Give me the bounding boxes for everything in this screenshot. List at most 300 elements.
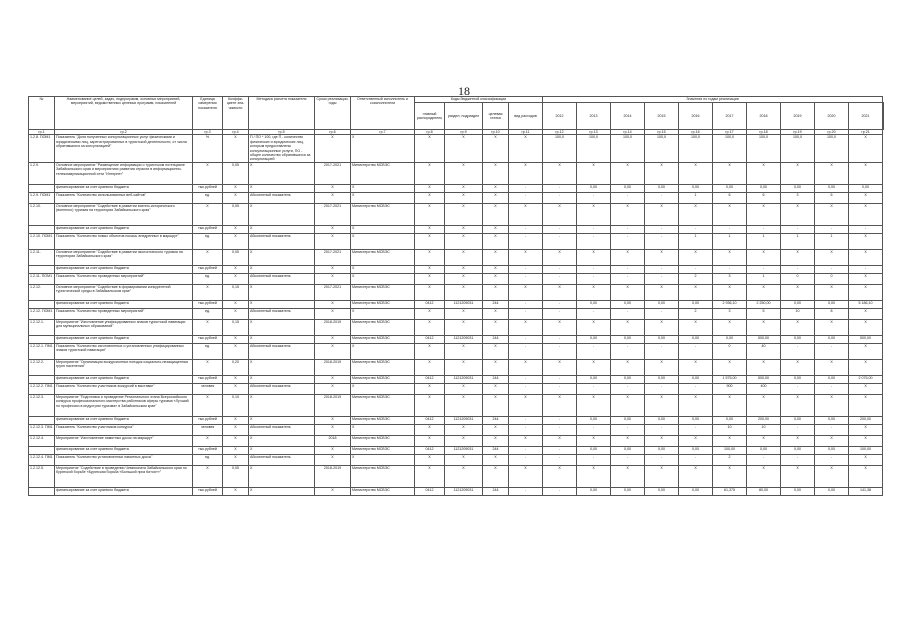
table-row xyxy=(29,383,884,394)
table-cell: Х xyxy=(611,465,645,487)
table-cell: Х xyxy=(415,249,445,265)
table-cell: Х xyxy=(815,465,849,487)
table-cell: Х xyxy=(577,435,611,446)
table-row xyxy=(29,265,884,273)
table-cell: 2017-2021 xyxy=(315,249,351,265)
table-cell: 1121209031 xyxy=(445,416,483,424)
table-cell: 0,00 xyxy=(781,335,815,343)
table-cell: ед. xyxy=(193,308,223,319)
table-cell: ед. xyxy=(193,192,223,203)
table-cell: Мероприятие "Подготовка и проведение Регионального этапа Всероссийского конкурса профессионального мастерства работников сферы туризма «Лучший по профессии в индустрии туризма» в Забайкальском крае" xyxy=(55,394,193,416)
table-cell: Х xyxy=(445,343,483,359)
table-cell: Х xyxy=(509,284,543,300)
table-row xyxy=(29,487,884,495)
table-cell: Х xyxy=(223,454,249,465)
table-cell: Х xyxy=(509,435,543,446)
table-cell: - xyxy=(509,308,543,319)
table-cell: 0 xyxy=(815,273,849,284)
table-cell: Х xyxy=(849,162,883,184)
header-kbk-col: целевая статья xyxy=(483,103,509,130)
table-cell: - xyxy=(679,383,713,394)
table-cell: Показатель "Количество изготовленных и установленных унифицированных знаков туристской навигации" xyxy=(55,343,193,359)
table-cell: - xyxy=(509,225,543,233)
table-cell: 0,00 xyxy=(781,416,815,424)
table-cell: 500,00 xyxy=(849,335,883,343)
table-cell: тыс.рублей xyxy=(193,487,223,495)
table-cell: Х xyxy=(543,394,577,416)
table-cell: Х xyxy=(543,435,577,446)
table-cell: тыс.рублей xyxy=(193,184,223,192)
table-cell: 0,05 xyxy=(223,465,249,487)
table-cell: Абсолютный показатель xyxy=(249,233,315,249)
table-cell: 2017-2021 xyxy=(315,162,351,184)
table-row xyxy=(29,162,884,184)
table-cell: Х xyxy=(445,184,483,192)
table-cell: 900 xyxy=(713,383,747,394)
table-cell: Х xyxy=(415,424,445,435)
table-cell: 2018-2019 xyxy=(315,359,351,375)
column-number: гр.6 xyxy=(315,130,351,135)
table-cell: Х xyxy=(223,192,249,203)
table-cell: Х xyxy=(415,284,445,300)
table-cell: Х xyxy=(713,162,747,184)
table-cell: Х xyxy=(415,225,445,233)
table-cell: Х xyxy=(849,394,883,416)
table-cell: - xyxy=(679,454,713,465)
table-cell: Министерство МСВЭС xyxy=(351,203,415,225)
table-cell: Х xyxy=(611,394,645,416)
table-row xyxy=(29,135,884,162)
table-cell: финансирование за счет краевого бюджета xyxy=(55,300,193,308)
table-cell: - xyxy=(611,225,645,233)
table-cell: - xyxy=(713,225,747,233)
column-number: гр.16 xyxy=(679,130,713,135)
table-cell: Х xyxy=(351,424,415,435)
header-kbk-group: Коды бюджетной классификации xyxy=(415,97,543,103)
table-cell: 80,00 xyxy=(747,487,781,495)
column-number: гр.2 xyxy=(55,130,193,135)
table-cell: Показатель "Количество проведенных мероприятий" xyxy=(55,308,193,319)
table-cell: Показатель "Количество проведенных мероприятий" xyxy=(55,273,193,284)
table-cell: Х xyxy=(747,435,781,446)
table-cell: Х xyxy=(315,416,351,424)
table-cell: Основное мероприятие "Размещение информации о туристском потенциале Забайкальского края и мероприятиях развития отрасли в информационно-телекоммуникационной сети "Интернет" xyxy=(55,162,193,184)
table-cell: Х xyxy=(543,162,577,184)
table-cell: Х xyxy=(781,162,815,184)
table-cell: 2 936,10 xyxy=(713,300,747,308)
table-cell: 244 xyxy=(483,446,509,454)
table-cell: Х xyxy=(849,284,883,300)
table-row xyxy=(29,424,884,435)
table-cell: Х xyxy=(351,383,415,394)
table-cell: Х xyxy=(223,487,249,495)
table-cell: Х xyxy=(249,265,315,273)
table-cell: - xyxy=(543,454,577,465)
table-cell: Х xyxy=(815,284,849,300)
table-cell: Х xyxy=(315,375,351,383)
column-number: гр.8 xyxy=(415,130,445,135)
table-cell: - xyxy=(645,192,679,203)
table-cell: 1.2.11. xyxy=(29,249,55,265)
table-cell: Х xyxy=(445,435,483,446)
table-cell: 0,00 xyxy=(815,300,849,308)
table-cell: Х xyxy=(577,284,611,300)
table-cell: Основное мероприятие "Содействие в развитии экологического туризма на территории Забайкальского края" xyxy=(55,249,193,265)
table-cell: - xyxy=(543,446,577,454)
table-cell: Х xyxy=(483,249,509,265)
table-cell: - xyxy=(781,265,815,273)
table-cell: 2017-2021 xyxy=(315,284,351,300)
table-cell: Х xyxy=(249,375,315,383)
table-cell: Х xyxy=(645,284,679,300)
header-kbk-col: главный распорядитель xyxy=(415,103,445,130)
table-cell: Х xyxy=(223,308,249,319)
table-cell: Х xyxy=(223,375,249,383)
table-cell: - xyxy=(611,273,645,284)
table-cell: Х xyxy=(577,394,611,416)
table-cell: ед. xyxy=(193,343,223,359)
table-cell: 0,00 xyxy=(679,184,713,192)
table-cell: тыс.рублей xyxy=(193,446,223,454)
table-cell: Х xyxy=(645,249,679,265)
table-cell: 1 xyxy=(781,233,815,249)
table-cell: 0,00 xyxy=(849,184,883,192)
table-row xyxy=(29,273,884,284)
table-cell: 0,00 xyxy=(781,300,815,308)
table-cell: 0412 xyxy=(415,487,445,495)
table-row xyxy=(29,319,884,335)
table-cell: - xyxy=(611,192,645,203)
table-row xyxy=(29,308,884,319)
table-cell: Х xyxy=(747,319,781,335)
table-cell: - xyxy=(509,424,543,435)
table-cell: Х xyxy=(483,343,509,359)
table-cell: - xyxy=(645,383,679,394)
table-cell: Х xyxy=(193,394,223,416)
table-cell: - xyxy=(509,265,543,273)
table-cell: 0,00 xyxy=(781,375,815,383)
table-cell: Абсолютный показатель xyxy=(249,383,315,394)
table-cell: финансирование за счет краевого бюджета xyxy=(55,446,193,454)
table-cell: Х xyxy=(713,284,747,300)
table-cell: 244 xyxy=(483,416,509,424)
table-cell: - xyxy=(577,308,611,319)
table-cell: Х xyxy=(815,249,849,265)
table-cell: 0,00 xyxy=(611,335,645,343)
column-number: гр.7 xyxy=(351,130,415,135)
table-cell: 244 xyxy=(483,300,509,308)
table-cell: - xyxy=(509,233,543,249)
table-cell: Х xyxy=(315,273,351,284)
table-cell: 3 xyxy=(713,308,747,319)
table-cell: 0,00 xyxy=(645,487,679,495)
table-row xyxy=(29,249,884,265)
table-cell: Х xyxy=(445,424,483,435)
table-cell: тыс.рублей xyxy=(193,416,223,424)
table-cell: 0,00 xyxy=(679,487,713,495)
table-cell: Х xyxy=(315,192,351,203)
table-cell: П / ПО * 100, где П - количество физических и юридических лиц, которым предоставлены консультационные услуги, ПО - общее количество обратившихся за консультацией xyxy=(249,135,315,162)
table-cell: - xyxy=(645,273,679,284)
table-cell: Министерство МСВЭС xyxy=(351,319,415,335)
header-year-col: 2013 xyxy=(577,103,611,130)
table-cell: - xyxy=(577,192,611,203)
table-cell: Х xyxy=(849,343,883,359)
header-year-col: 2017 xyxy=(713,103,747,130)
table-cell: Х xyxy=(645,465,679,487)
table-cell: Основное мероприятие "Содействие в формировании конкурентной туристической среды в Забайкальском крае" xyxy=(55,284,193,300)
table-cell: Х xyxy=(193,203,223,225)
table-cell: Х xyxy=(223,446,249,454)
column-number: гр.19 xyxy=(781,130,815,135)
table-cell: Показатель "Количество новых объектов показа, внедренных в маршрут" xyxy=(55,233,193,249)
table-cell: 2 250,00 xyxy=(747,300,781,308)
table-cell: 100,00 xyxy=(713,446,747,454)
header-year-col: 2018 xyxy=(747,103,781,130)
table-row xyxy=(29,203,884,225)
table-cell xyxy=(29,225,55,233)
table-cell: 100,0 xyxy=(815,135,849,162)
table-cell: - xyxy=(509,446,543,454)
table-cell: Х xyxy=(193,162,223,184)
table-cell: Х xyxy=(483,435,509,446)
table-row xyxy=(29,375,884,383)
table-cell: 0,00 xyxy=(815,446,849,454)
column-number: гр.13 xyxy=(577,130,611,135)
table-cell: Министерство МСВЭС xyxy=(351,446,415,454)
table-cell: - xyxy=(509,192,543,203)
column-number: гр.5 xyxy=(249,130,315,135)
table-cell: 1 xyxy=(679,233,713,249)
table-cell: 2 xyxy=(713,454,747,465)
table-cell: тыс.рублей xyxy=(193,265,223,273)
table-cell: Х xyxy=(849,424,883,435)
table-cell: 3 xyxy=(713,273,747,284)
table-cell: Х xyxy=(249,446,315,454)
table-cell: - xyxy=(509,454,543,465)
table-cell: 1.2.12.2. xyxy=(29,359,55,375)
table-cell: - xyxy=(543,184,577,192)
table-cell: Х xyxy=(445,265,483,273)
table-cell: Х xyxy=(223,383,249,394)
table-cell: Х xyxy=(351,135,415,162)
table-cell: 1 575,00 xyxy=(713,375,747,383)
table-cell: - xyxy=(679,265,713,273)
table-cell xyxy=(29,265,55,273)
table-cell: Х xyxy=(315,343,351,359)
table-cell: 1.2.10. ПОМ1 xyxy=(29,233,55,249)
table-cell: тыс.рублей xyxy=(193,375,223,383)
table-cell: 0 xyxy=(781,273,815,284)
table-cell: Х xyxy=(445,383,483,394)
table-cell: - xyxy=(713,265,747,273)
table-cell: Х xyxy=(249,394,315,416)
table-cell: Абсолютный показатель xyxy=(249,273,315,284)
table-cell: Х xyxy=(315,300,351,308)
table-cell: Х xyxy=(483,203,509,225)
table-cell: Х xyxy=(415,394,445,416)
table-cell: Х xyxy=(747,162,781,184)
table-cell: - xyxy=(815,383,849,394)
table-cell: Х xyxy=(543,319,577,335)
table-cell: - xyxy=(849,265,883,273)
table-cell: 0,00 xyxy=(679,300,713,308)
table-cell: Х xyxy=(249,162,315,184)
table-cell: - xyxy=(645,343,679,359)
table-cell: 1.2.8. ПОМ1 xyxy=(29,135,55,162)
table-cell: Х xyxy=(849,435,883,446)
table-cell: 1.2.9. xyxy=(29,162,55,184)
table-cell: ед. xyxy=(193,454,223,465)
table-cell: 0,00 xyxy=(713,184,747,192)
table-cell: 40 xyxy=(747,343,781,359)
table-cell: 100,0 xyxy=(713,135,747,162)
table-cell: Х xyxy=(815,162,849,184)
table-cell: 0,00 xyxy=(577,375,611,383)
table-cell: 0,00 xyxy=(645,300,679,308)
table-cell: - xyxy=(645,424,679,435)
table-cell: Х xyxy=(679,249,713,265)
page-number: 18 xyxy=(458,84,470,98)
table-cell: 0,15 xyxy=(223,284,249,300)
table-cell: - xyxy=(815,265,849,273)
table-cell: Х xyxy=(849,135,883,162)
table-cell: Мероприятие "Изготовление памятных досок на маршрут" xyxy=(55,435,193,446)
column-number: гр.10 xyxy=(483,130,509,135)
table-cell: Абсолютный показатель xyxy=(249,192,315,203)
table-cell xyxy=(29,446,55,454)
table-cell: Х xyxy=(249,335,315,343)
table-cell: Х xyxy=(611,249,645,265)
table-cell: - xyxy=(815,343,849,359)
table-cell: Х xyxy=(509,359,543,375)
table-cell: Абсолютный показатель xyxy=(249,454,315,465)
table-cell: тыс.рублей xyxy=(193,300,223,308)
table-cell: - xyxy=(645,454,679,465)
table-cell: Х xyxy=(351,265,415,273)
column-number: гр.3 xyxy=(193,130,223,135)
table-cell: 10 xyxy=(747,424,781,435)
table-cell: 0,00 xyxy=(815,335,849,343)
table-cell: Х xyxy=(223,265,249,273)
table-cell: Х xyxy=(223,424,249,435)
table-cell: 1 xyxy=(713,233,747,249)
table-cell: Х xyxy=(849,192,883,203)
table-cell: Х xyxy=(315,446,351,454)
table-cell: - xyxy=(509,416,543,424)
table-row xyxy=(29,225,884,233)
table-cell: Х xyxy=(415,184,445,192)
table-cell: 0412 xyxy=(415,335,445,343)
table-cell: Х xyxy=(747,359,781,375)
table-cell: 500,00 xyxy=(747,375,781,383)
table-cell: Х xyxy=(483,233,509,249)
table-cell: 244 xyxy=(483,335,509,343)
table-cell: Х xyxy=(747,203,781,225)
table-cell: 1121209031 xyxy=(445,487,483,495)
table-cell: Мероприятие "Содействие в проведении Чемпионата Забайкальского края по бурятской борьбе «Бурятская борьба «Большой приз Китоя»»" xyxy=(55,465,193,487)
table-cell: Х xyxy=(315,265,351,273)
table-cell: Х xyxy=(445,394,483,416)
table-cell: Х xyxy=(351,184,415,192)
table-cell: Х xyxy=(483,383,509,394)
table-cell: Х xyxy=(713,435,747,446)
table-cell: 10 xyxy=(781,308,815,319)
table-cell: Х xyxy=(351,454,415,465)
table-cell: - xyxy=(509,383,543,394)
table-cell: Х xyxy=(315,184,351,192)
table-cell: 200,00 xyxy=(849,416,883,424)
table-cell: финансирование за счет краевого бюджета xyxy=(55,487,193,495)
table-cell: Х xyxy=(223,335,249,343)
table-cell: Мероприятие "Изготовление унифицированных знаков туристской навигации для муниципальных образований" xyxy=(55,319,193,335)
table-cell: Х xyxy=(445,233,483,249)
table-cell: Х xyxy=(193,249,223,265)
table-cell: Министерство МСВЭС xyxy=(351,487,415,495)
table-cell: Абсолютный показатель xyxy=(249,343,315,359)
table-cell: - xyxy=(679,424,713,435)
table-cell: 1.2.12.1. ПМ1 xyxy=(29,343,55,359)
table-cell: Х xyxy=(747,284,781,300)
table-cell: 0,00 xyxy=(815,416,849,424)
table-cell: 100,0 xyxy=(781,135,815,162)
table-cell: - xyxy=(611,424,645,435)
table-cell: Министерство МСВЭС xyxy=(351,465,415,487)
table-cell: 0,00 xyxy=(679,446,713,454)
table-cell: Министерство МСВЭС xyxy=(351,284,415,300)
table-cell: Х xyxy=(249,284,315,300)
table-cell: - xyxy=(611,265,645,273)
table-cell: финансирование за счет краевого бюджета xyxy=(55,375,193,383)
table-cell: Х xyxy=(679,435,713,446)
table-cell: - xyxy=(781,343,815,359)
table-cell: - xyxy=(577,343,611,359)
table-cell: - xyxy=(543,424,577,435)
table-cell: - xyxy=(781,383,815,394)
table-cell: 0,10 xyxy=(223,394,249,416)
table-cell: - xyxy=(543,487,577,495)
table-cell: Х xyxy=(249,249,315,265)
table-cell: Х xyxy=(543,359,577,375)
table-cell: 2 xyxy=(679,273,713,284)
table-cell: Х xyxy=(483,162,509,184)
header-year-col xyxy=(883,103,884,130)
header-year-col: 2016 xyxy=(679,103,713,130)
table-cell: - xyxy=(781,454,815,465)
table-cell: Х xyxy=(781,249,815,265)
table-cell: 0,00 xyxy=(645,446,679,454)
table-cell: 0,00 xyxy=(713,335,747,343)
table-cell: Х xyxy=(445,203,483,225)
table-cell: - xyxy=(543,416,577,424)
table-cell: - xyxy=(781,225,815,233)
table-cell: Х xyxy=(849,273,883,284)
column-number: гр.17 xyxy=(713,130,747,135)
table-cell: - xyxy=(611,343,645,359)
table-cell: Х xyxy=(315,487,351,495)
table-cell: 0,00 xyxy=(577,487,611,495)
table-cell: Показатель "Количество установленных памятных досок" xyxy=(55,454,193,465)
header-year-col: 2015 xyxy=(645,103,679,130)
table-cell: Х xyxy=(249,416,315,424)
table-cell: человек xyxy=(193,383,223,394)
table-cell: тыс.рублей xyxy=(193,225,223,233)
table-cell: Х xyxy=(611,319,645,335)
table-cell: Х xyxy=(713,465,747,487)
table-cell: 0,00 xyxy=(645,416,679,424)
table-cell: Х xyxy=(645,435,679,446)
table-cell: финансирование за счет краевого бюджета xyxy=(55,335,193,343)
